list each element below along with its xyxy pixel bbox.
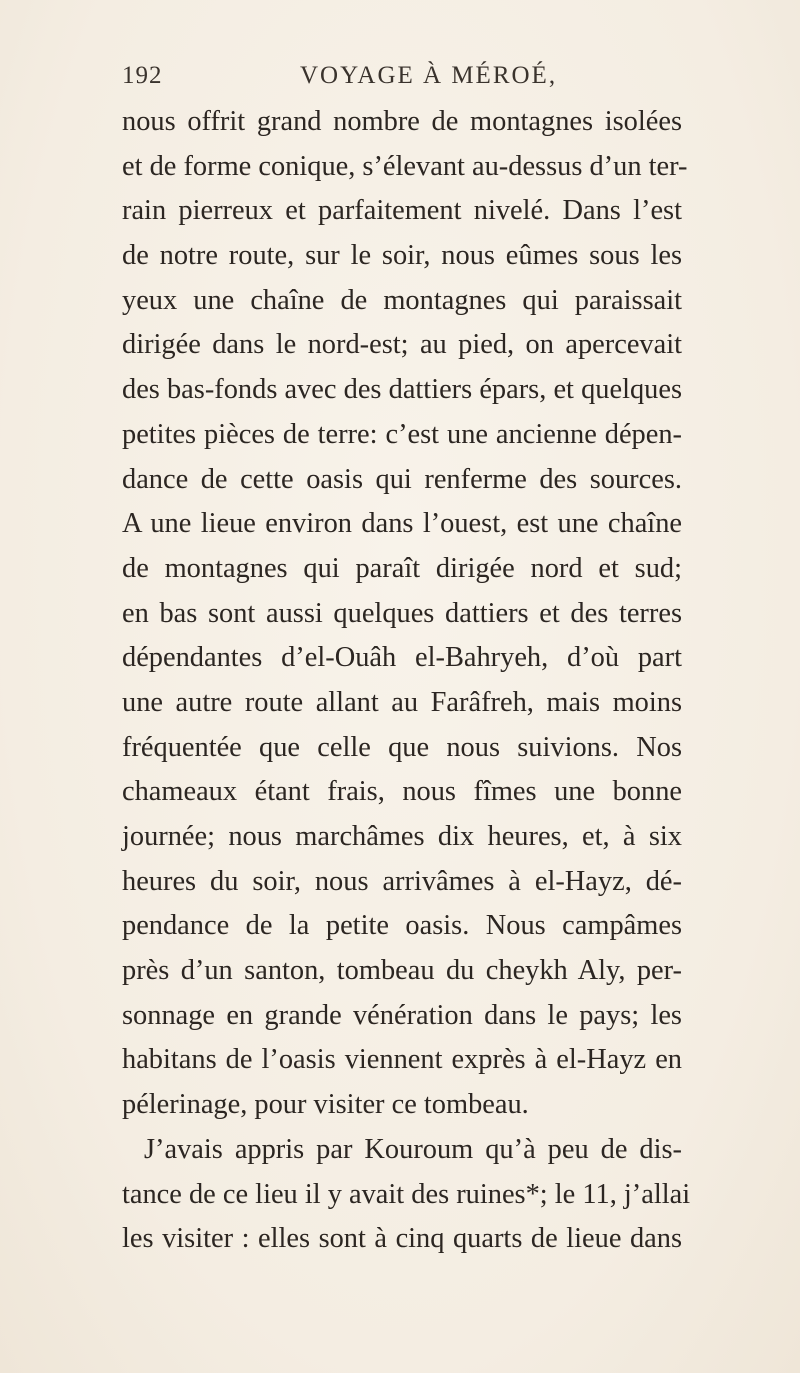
text-line: dépendantes d’el-Ouâh el-Bahryeh, d’où part	[122, 642, 682, 674]
text-line: pendance de la petite oasis. Nous campâmes	[122, 910, 682, 942]
text-line: rain pierreux et parfaitement nivelé. Dans l’est	[122, 195, 682, 227]
text-line: dirigée dans le nord-est; au pied, on apercevait	[122, 329, 682, 361]
text-line: J’avais appris par Kouroum qu’à peu de dis-	[144, 1133, 682, 1165]
text-line: pélerinage, pour visiter ce tombeau.	[122, 1089, 529, 1121]
text-line: près d’un santon, tombeau du cheykh Aly, per-	[122, 955, 682, 987]
running-head	[122, 62, 682, 102]
text-line: fréquentée que celle que nous suivions. Nos	[122, 731, 682, 763]
text-line: A une lieue environ dans l’ouest, est une chaîne	[122, 508, 682, 540]
body-text	[122, 100, 691, 1262]
text-line: dance de cette oasis qui renferme des sources.	[122, 463, 682, 495]
text-line: nous offrit grand nombre de montagnes isolées	[122, 106, 682, 137]
text-line: sonnage en grande vénération dans le pays; les	[122, 999, 682, 1031]
text-line: chameaux étant frais, nous fîmes une bonne	[122, 776, 682, 808]
text-line: et de forme conique, s’élevant au-dessus d’un ter-	[122, 150, 688, 182]
text-line: de montagnes qui paraît dirigée nord et sud;	[122, 552, 682, 584]
text-line: tance de ce lieu il y avait des ruines*; le 11, j’allai	[122, 1178, 691, 1210]
text-line: petites pièces de terre: c’est une ancienne dépen-	[122, 418, 682, 450]
text-line: une autre route allant au Farâfreh, mais moins	[122, 686, 682, 718]
text-line: yeux une chaîne de montagnes qui paraissait	[122, 284, 682, 316]
text-line: de notre route, sur le soir, nous eûmes sous les	[122, 240, 682, 272]
running-title: VOYAGE À MÉROÉ,	[300, 62, 558, 89]
text-line: des bas-fonds avec des dattiers épars, et quelques	[122, 374, 682, 406]
text-line: heures du soir, nous arrivâmes à el-Hayz, dé-	[122, 865, 682, 897]
text-line: en bas sont aussi quelques dattiers et des terres	[122, 597, 682, 629]
page-number: 192	[122, 62, 163, 89]
text-line: journée; nous marchâmes dix heures, et, à six	[122, 821, 682, 852]
text-line: habitans de l’oasis viennent exprès à el-Hayz en	[122, 1044, 682, 1076]
text-line: les visiter : elles sont à cinq quarts de lieue dans	[122, 1223, 682, 1255]
